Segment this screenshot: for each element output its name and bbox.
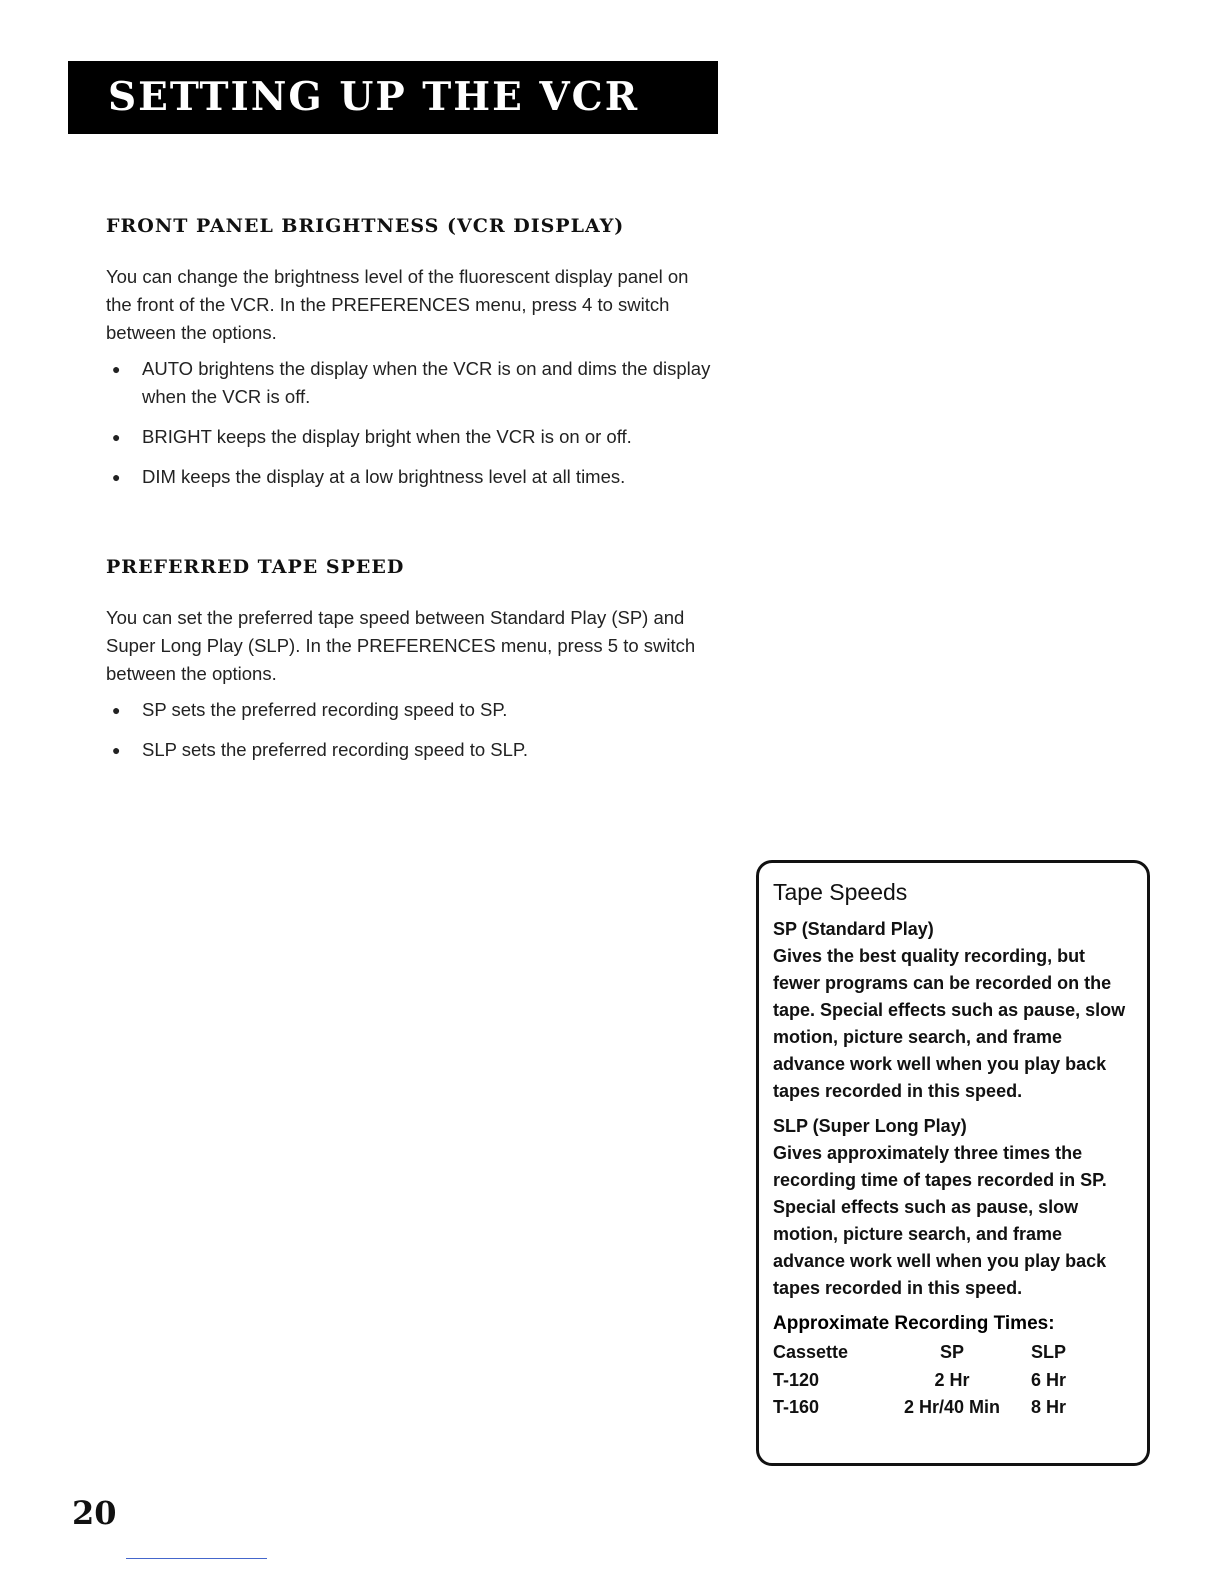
option-list (106, 696, 718, 764)
chapter-banner (68, 61, 718, 134)
list-item: ● DIM keeps the display at a low brightness level at all times. (106, 463, 718, 491)
page-number: 20 (72, 1494, 117, 1532)
section-heading: PREFERRED TAPE SPEED (106, 556, 405, 578)
bullet-icon: ● (112, 361, 121, 377)
sidebar-title: Tape Speeds (773, 879, 908, 905)
table-cell: 6 Hr (1031, 1369, 1067, 1390)
table-cell: T-160 (773, 1397, 820, 1417)
section-intro: You can change the brightness level of the fluorescent display panel on the front of the VCR. In the PREFERENCES menu, press 4 to switch between the options. (106, 266, 689, 343)
table-cell: 2 Hr/40 Min (903, 1397, 1001, 1417)
footer-rule (126, 1558, 267, 1559)
tape-speeds-sidebar (756, 860, 1150, 1466)
section-front-panel-brightness (106, 215, 718, 503)
bullet-icon: ● (112, 742, 121, 758)
chapter-title: SETTING UP THE VCR (108, 74, 640, 120)
sp-heading: SP (Standard Play) (773, 919, 934, 939)
list-item: ● SLP sets the preferred recording speed to SLP. (106, 736, 718, 764)
table-header-cell: SLP (1031, 1342, 1067, 1362)
table-header-row (773, 1339, 1066, 1367)
table-row (773, 1367, 1066, 1395)
option-list (106, 355, 718, 491)
section-intro: You can set the preferred tape speed between Standard Play (SP) and Super Long Play (SLP). In the PREFERENCES menu, press 5 to switch between the options. (106, 607, 696, 684)
section-heading: FRONT PANEL BRIGHTNESS (VCR DISPLAY) (106, 215, 625, 237)
section-preferred-tape-speed (106, 556, 718, 776)
list-item: ● AUTO brightens the display when the VCR is on and dims the display when the VCR is off. (106, 355, 718, 411)
table-cell: 2 Hr (934, 1369, 970, 1390)
list-item: ● BRIGHT keeps the display bright when the VCR is on or off. (106, 423, 718, 451)
recording-times-title: Approximate Recording Times: (773, 1313, 1055, 1334)
slp-description: Gives approximately three times the recording time of tapes recorded in SP. Special effects such as pause, slow motion, picture search, and frame advance work well when you play back tapes recorded in this speed. (773, 1143, 1107, 1298)
sp-description: Gives the best quality recording, but fewer programs can be recorded on the tape. Special effects such as pause, slow motion, picture search, and frame advance work well when you play back tapes recorded in this speed. (773, 946, 1126, 1101)
recording-times-table (773, 1339, 1066, 1422)
table-header-cell: SP (939, 1342, 964, 1362)
bullet-icon: ● (112, 702, 121, 718)
table-header-cell: Cassette (773, 1342, 849, 1362)
table-row (773, 1394, 1066, 1422)
table-cell: 8 Hr (1031, 1397, 1067, 1417)
bullet-icon: ● (112, 469, 121, 485)
bullet-icon: ● (112, 429, 121, 445)
slp-heading: SLP (Super Long Play) (773, 1116, 967, 1136)
list-item: ● SP sets the preferred recording speed to SP. (106, 696, 718, 724)
table-cell: T-120 (773, 1369, 820, 1390)
